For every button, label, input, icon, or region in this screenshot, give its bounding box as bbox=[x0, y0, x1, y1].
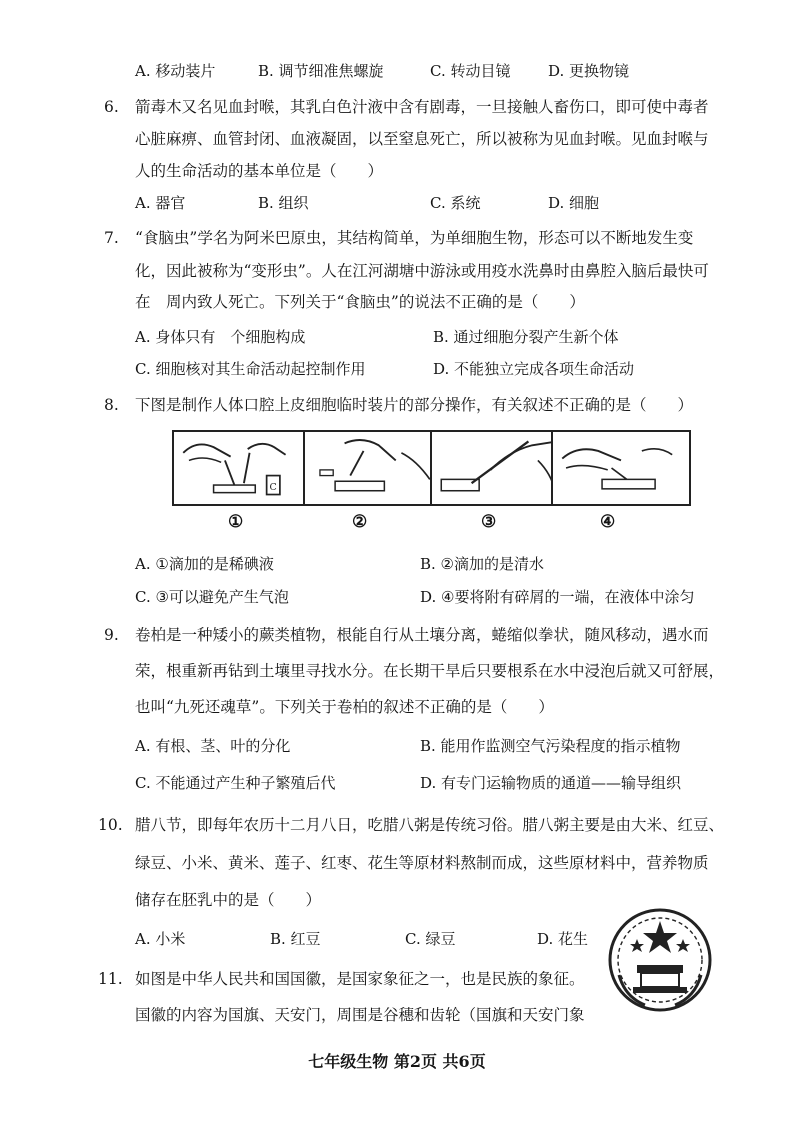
q5-option-b: B. 调节细准焦螺旋 bbox=[258, 62, 384, 80]
svg-text:C: C bbox=[269, 481, 277, 493]
q8-line-1: 下图是制作人体口腔上皮细胞临时装片的部分操作，有关叙述不正确的是（ ） bbox=[135, 396, 694, 414]
q10-option-b: B. 红豆 bbox=[270, 930, 321, 948]
q7-option-a: A. 身体只有 个细胞构成 bbox=[135, 328, 306, 346]
q6-line-3: 人的生命活动的基本单位是（ ） bbox=[135, 162, 384, 180]
q6-line-1: 箭毒木又名见血封喉，其乳白色汁液中含有剧毒，一旦接触人畜伤口，即可使中毒者 bbox=[135, 98, 709, 116]
q7-number: 7. bbox=[104, 229, 119, 247]
q7-line-3: 在 周内致人死亡。下列关于“食脑虫”的说法不正确的是（ ） bbox=[135, 293, 585, 311]
q5-option-d: D. 更换物镜 bbox=[548, 62, 630, 80]
q11-number: 11. bbox=[98, 970, 123, 988]
q6-option-c: C. 系统 bbox=[430, 194, 481, 212]
q7-option-b: B. 通过细胞分裂产生新个体 bbox=[433, 328, 619, 346]
hand-dropper-icon bbox=[305, 432, 441, 504]
q6-option-d: D. 细胞 bbox=[548, 194, 600, 212]
q6-option-a: A. 器官 bbox=[135, 194, 186, 212]
q7-option-d: D. 不能独立完成各项生命活动 bbox=[433, 360, 635, 378]
figure-label-3: ③ bbox=[481, 512, 497, 532]
q7-option-c: C. 细胞核对其生命活动起控制作用 bbox=[135, 360, 366, 378]
hand-coverslip-icon bbox=[553, 432, 689, 504]
q9-option-a: A. 有根、茎、叶的分化 bbox=[135, 737, 291, 755]
q10-number: 10. bbox=[98, 816, 123, 834]
q11-line-2: 国徽的内容为国旗、天安门，周围是谷穗和齿轮（国旗和天安门象 bbox=[135, 1006, 585, 1024]
step-1-drop-liquid-image bbox=[172, 430, 312, 506]
step-4-cover-slip-image bbox=[551, 430, 691, 506]
national-emblem-image bbox=[605, 905, 715, 1015]
figure-label-4: ④ bbox=[600, 512, 616, 532]
q10-option-d: D. 花生 bbox=[537, 930, 589, 948]
q9-option-b: B. 能用作监测空气污染程度的指示植物 bbox=[420, 737, 681, 755]
q6-line-2: 心脏麻痹、血管封闭、血液凝固，以至窒息死亡，所以被称为见血封喉。见血封喉与 bbox=[135, 130, 709, 148]
hand-dropper-icon bbox=[174, 432, 310, 504]
q8-option-a: A. ①滴加的是稀碘液 bbox=[135, 555, 274, 573]
q6-option-b: B. 组织 bbox=[258, 194, 309, 212]
q8-option-d: D. ④要将附有碎屑的一端，在液体中涂匀 bbox=[420, 588, 695, 606]
q9-option-d: D. 有专门运输物质的通道——输导组织 bbox=[420, 774, 682, 792]
q9-line-1: 卷柏是一种矮小的蕨类植物，根能自行从土壤分离，蜷缩似拳状，随风移动，遇水而 bbox=[135, 626, 709, 644]
q8-option-b: B. ②滴加的是清水 bbox=[420, 555, 545, 573]
q9-line-2: 荣，根重新再钻到土壤里寻找水分。在长期干旱后只要根系在水中浸泡后就又可舒展， bbox=[135, 662, 725, 680]
page-footer: 七年级生物 第2页 共6页 bbox=[308, 1052, 486, 1071]
q5-option-c: C. 转动目镜 bbox=[430, 62, 511, 80]
q10-line-2: 绿豆、小米、黄米、莲子、红枣、花生等原材料熬制而成，这些原材料中，营养物质 bbox=[135, 854, 709, 872]
q10-line-1: 腊八节，即每年农历十二月八日，吃腊八粥是传统习俗。腊八粥主要是由大米、红豆、 bbox=[135, 816, 725, 834]
q10-line-3: 储存在胚乳中的是（ ） bbox=[135, 891, 322, 909]
q9-option-c: C. 不能通过产生种子繁殖后代 bbox=[135, 774, 336, 792]
q8-number: 8. bbox=[104, 396, 119, 414]
q10-option-c: C. 绿豆 bbox=[405, 930, 456, 948]
q7-line-1: “食脑虫”学名为阿米巴原虫，其结构简单，为单细胞生物，形态可以不断地发生变 bbox=[135, 229, 694, 247]
q6-number: 6. bbox=[104, 98, 119, 116]
q7-line-2: 化，因此被称为“变形虫”。人在江河湖塘中游泳或用疫水洗鼻时由鼻腔入脑后最快可 bbox=[135, 262, 709, 280]
q8-option-c: C. ③可以避免产生气泡 bbox=[135, 588, 289, 606]
q9-line-3: 也叫“九死还魂草”。下列关于卷柏的叙述不正确的是（ ） bbox=[135, 698, 554, 716]
national-emblem-icon bbox=[605, 905, 715, 1015]
step-3-scrape-cells-image bbox=[430, 430, 570, 506]
q11-line-1: 如图是中华人民共和国国徽，是国家象征之一，也是民族的象征。 bbox=[135, 970, 585, 988]
figure-label-1: ① bbox=[228, 512, 244, 532]
step-2-drop-liquid-image bbox=[303, 430, 443, 506]
q5-option-a: A. 移动装片 bbox=[135, 62, 216, 80]
q9-number: 9. bbox=[104, 626, 119, 644]
q10-option-a: A. 小米 bbox=[135, 930, 186, 948]
hand-toothpick-icon bbox=[432, 432, 568, 504]
figure-label-2: ② bbox=[352, 512, 368, 532]
